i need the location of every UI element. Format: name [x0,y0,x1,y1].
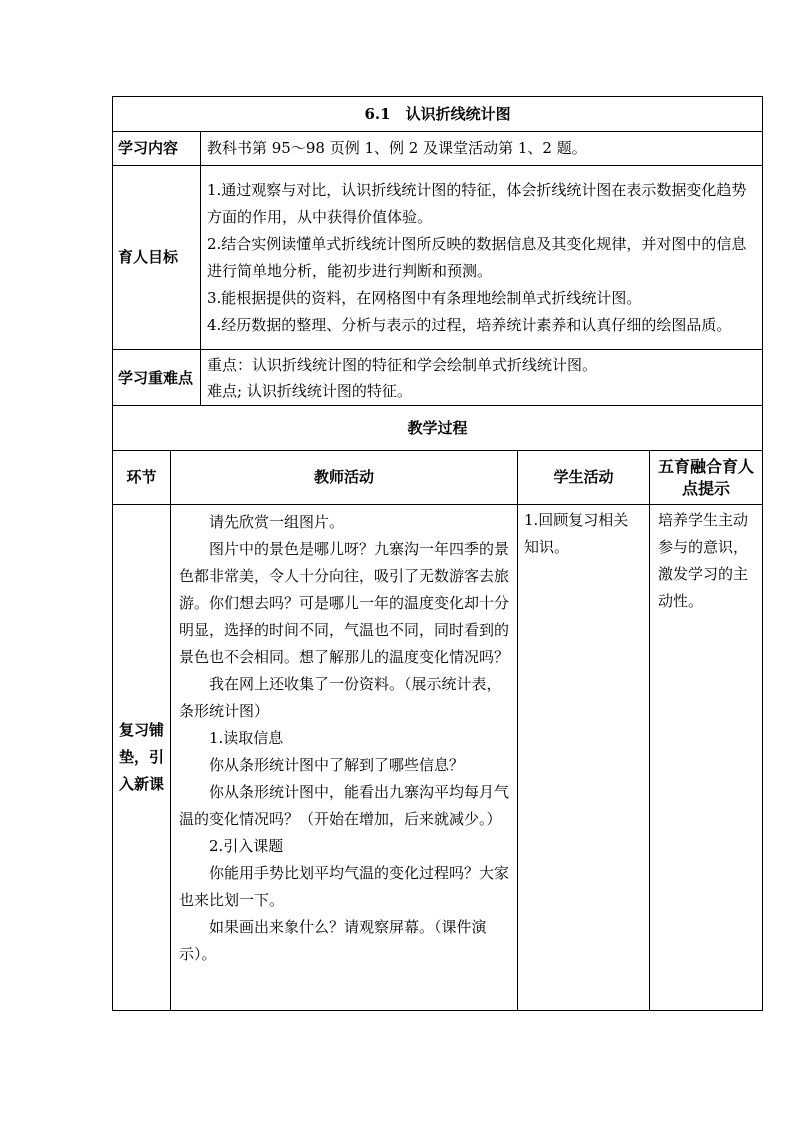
process-heading: 教学过程 [113,406,763,451]
student-activity-cell: 1.回顾复习相关知识。 [518,505,650,1011]
teacher-paragraph: 你从条形统计图中了解到了哪些信息？ [209,756,465,774]
goals-cell [201,166,763,350]
table-row [113,505,763,1011]
stage-label: 复习铺垫，引入新课 [113,505,171,1011]
tips-cell: 培养学生主动参与的意识，激发学习的主动性。 [650,505,763,1011]
teacher-paragraph: 图片中的景色是哪儿呀？九寨沟一年四季的景色都非常美，令人十分向往，吸引了无数游客去旅游。你们想去吗？可是哪儿一年的温度变化却十分明显，选择的时间不同，气温也不同，同时看到的景色也不会相同。想了解那儿的温度变化情况吗？ [179,540,510,666]
goal-item: 3.能根据提供的资料，在网格图中有条理地绘制单式折线统计图。 [207,288,642,307]
teacher-paragraph: 2.引入课题 [209,837,284,855]
lesson-title: 6.1 认识折线统计图 [113,97,763,132]
col-header-stage: 环节 [113,451,171,505]
teacher-paragraph: 请先欣赏一组图片。 [179,513,345,531]
goals-label: 育人目标 [113,166,201,350]
teacher-paragraph: 我在网上还收集了一份资料。（展示统计表，条形统计图） [179,675,502,720]
goal-item: 4.经历数据的整理、分析与表示的过程，培养统计素养和认真仔细的绘图品质。 [207,315,732,334]
teacher-paragraph: 你从条形统计图中，能看出九寨沟平均每月气温的变化情况吗？（开始在增加，后来就减少。） [179,783,510,828]
col-header-tips: 五育融合育人点提示 [650,451,763,505]
content-text: 教科书第 95～98 页例 1、例 2 及课堂活动第 1、2 题。 [201,132,763,166]
goal-item: 2.结合实例读懂单式折线统计图所反映的数据信息及其变化规律，并对图中的信息进行简单地分析，能初步进行判断和预测。 [207,234,747,280]
teacher-paragraph: 1.读取信息 [209,729,284,747]
teacher-paragraph: 如果画出来象什么？请观察屏幕。（课件演示）。 [179,918,487,963]
goal-item: 1.通过观察与对比，认识折线统计图的特征，体会折线统计图在表示数据变化趋势方面的作用，从中获得价值体验。 [207,180,747,226]
lesson-plan-table [112,96,763,1011]
teacher-activity-cell [171,505,518,1011]
keypoint-item: 重点：认识折线统计图的特征和学会绘制单式折线统计图。 [207,355,598,374]
keypoints-label: 学习重难点 [113,350,201,406]
teacher-paragraph: 你能用手势比划平均气温的变化过程吗？大家也来比划一下。 [179,864,510,909]
content-label: 学习内容 [113,132,201,166]
keypoint-item: 难点; 认识折线统计图的特征。 [207,381,412,400]
col-header-student: 学生活动 [518,451,650,505]
keypoints-cell [201,350,763,406]
col-header-teacher: 教师活动 [171,451,518,505]
